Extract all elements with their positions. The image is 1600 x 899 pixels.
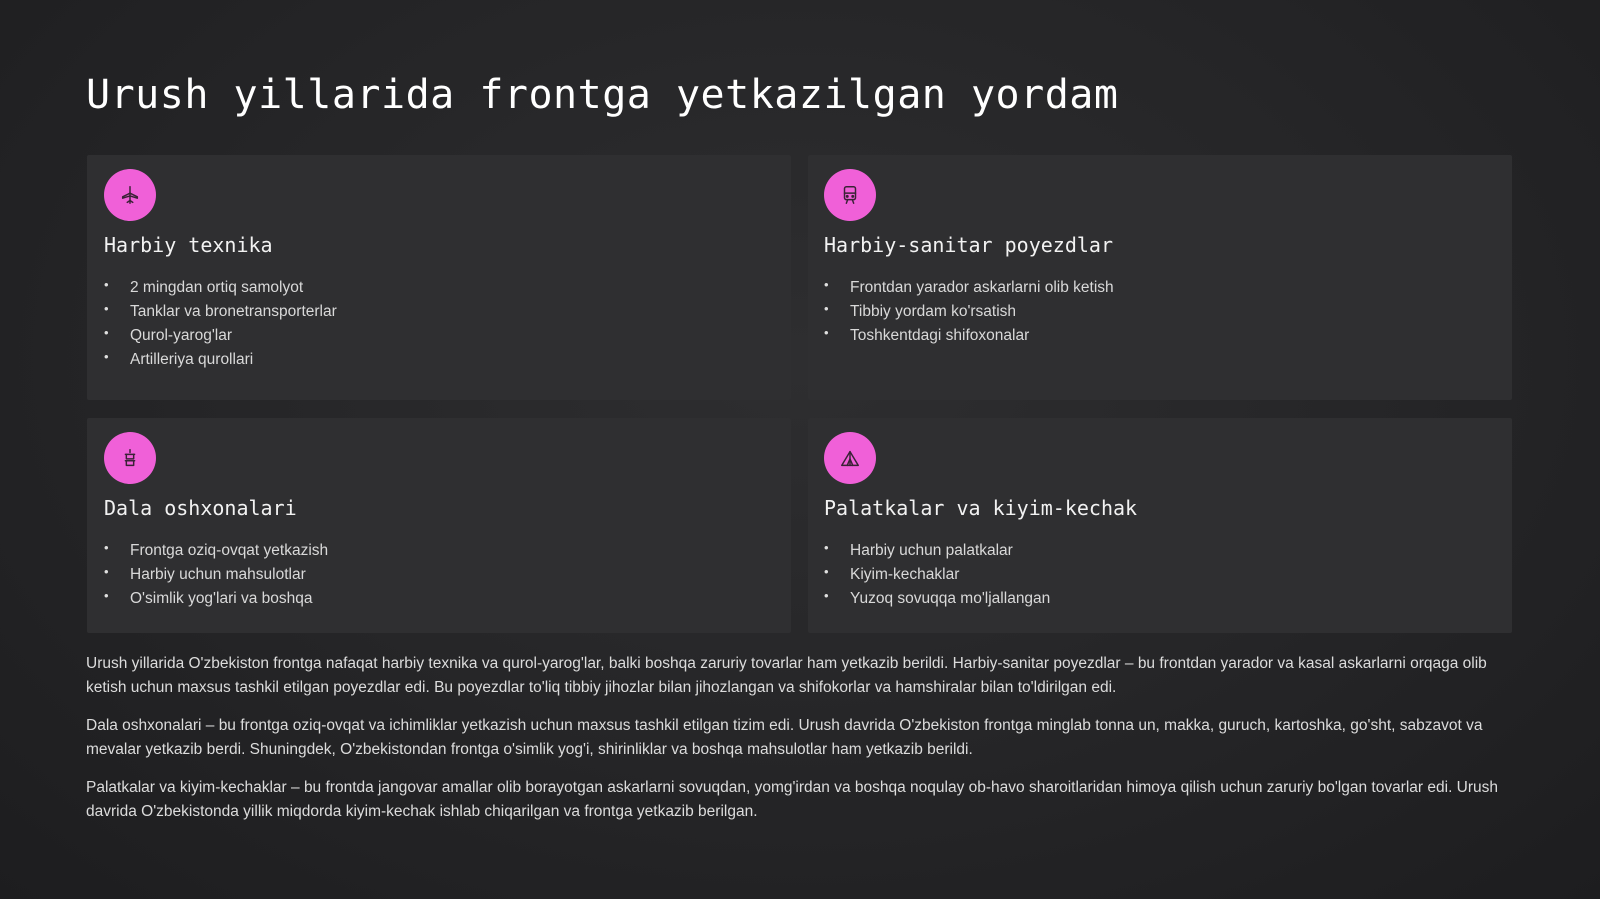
card-harbiy-texnika <box>87 155 791 400</box>
list-item: • Qurol-yarog'lar <box>104 324 337 348</box>
bullet-list <box>104 276 337 372</box>
tent-icon <box>824 432 876 484</box>
list-item: • Tanklar va bronetransporterlar <box>104 300 337 324</box>
bullet-list <box>824 539 1050 611</box>
train-icon <box>824 169 876 221</box>
list-item: • Kiyim-kechaklar <box>824 563 1050 587</box>
list-item: • Toshkentdagi shifoxonalar <box>824 324 1114 348</box>
paragraph: Palatkalar va kiyim-kechaklar – bu frontda jangovar amallar olib borayotgan askarlarni sovuqdan, yomg'irdan va boshqa noqulay ob-havo sharoitlaridan himoya qilish uchun zaruriy bo'lgan tovarlar edi. Urush davrida O'zbekistonda yillik miqdorda kiyim-kechak ishlab chiqarilgan va frontga yetkazib berilgan. <box>86 779 1499 820</box>
list-item: • Artilleriya qurollari <box>104 348 337 372</box>
card-harbiy-sanitar-poyezdlar <box>808 155 1512 400</box>
slide-title: Urush yillarida frontga yetkazilgan yordam <box>86 72 1119 118</box>
list-item: • O'simlik yog'lari va boshqa <box>104 587 328 611</box>
list-item: • Frontdan yarador askarlarni olib ketish <box>824 276 1114 300</box>
card-dala-oshxonalari <box>87 418 791 633</box>
card-title: Palatkalar va kiyim-kechak <box>824 496 1138 520</box>
bullet-list <box>824 276 1114 348</box>
card-palatkalar-va-kiyim-kechak <box>808 418 1512 633</box>
paragraph: Dala oshxonalari – bu frontga oziq-ovqat va ichimliklar yetkazish uchun maxsus tashkil etilgan tizim edi. Urush davrida O'zbekiston frontga minglab tonna un, makka, guruch, kartoshka, go'sht, sabzavot va mevalar yetkazib berdi. Shuningdek, O'zbekistondan frontga o'simlik yog'i, shirinliklar va boshqa mahsulotlar ham yetkazib berildi. <box>86 717 1483 758</box>
card-title: Dala oshxonalari <box>104 496 297 520</box>
card-title: Harbiy-sanitar poyezdlar <box>824 233 1113 257</box>
cooking-pot-icon <box>104 432 156 484</box>
list-item: • Tibbiy yordam ko'rsatish <box>824 300 1114 324</box>
airplane-icon <box>104 169 156 221</box>
card-title: Harbiy texnika <box>104 233 273 257</box>
list-item: • Frontga oziq-ovqat yetkazish <box>104 539 328 563</box>
paragraph: Urush yillarida O'zbekiston frontga nafaqat harbiy texnika va qurol-yarog'lar, balki boshqa zaruriy tovarlar ham yetkazib berildi. Harbiy-sanitar poyezdlar – bu frontdan yarador va kasal askarlarni orqaga olib ketish uchun maxsus tashkil etilgan poyezdlar edi. Bu poyezdlar to'liq tibbiy jihozlar bilan jihozlangan va shifokorlar va hamshiralar bilan to'ldirilgan edi. <box>86 655 1487 696</box>
bullet-list <box>104 539 328 611</box>
list-item: • 2 mingdan ortiq samolyot <box>104 276 337 300</box>
list-item: • Harbiy uchun palatkalar <box>824 539 1050 563</box>
list-item: • Harbiy uchun mahsulotlar <box>104 563 328 587</box>
list-item: • Yuzoq sovuqqa mo'ljallangan <box>824 587 1050 611</box>
